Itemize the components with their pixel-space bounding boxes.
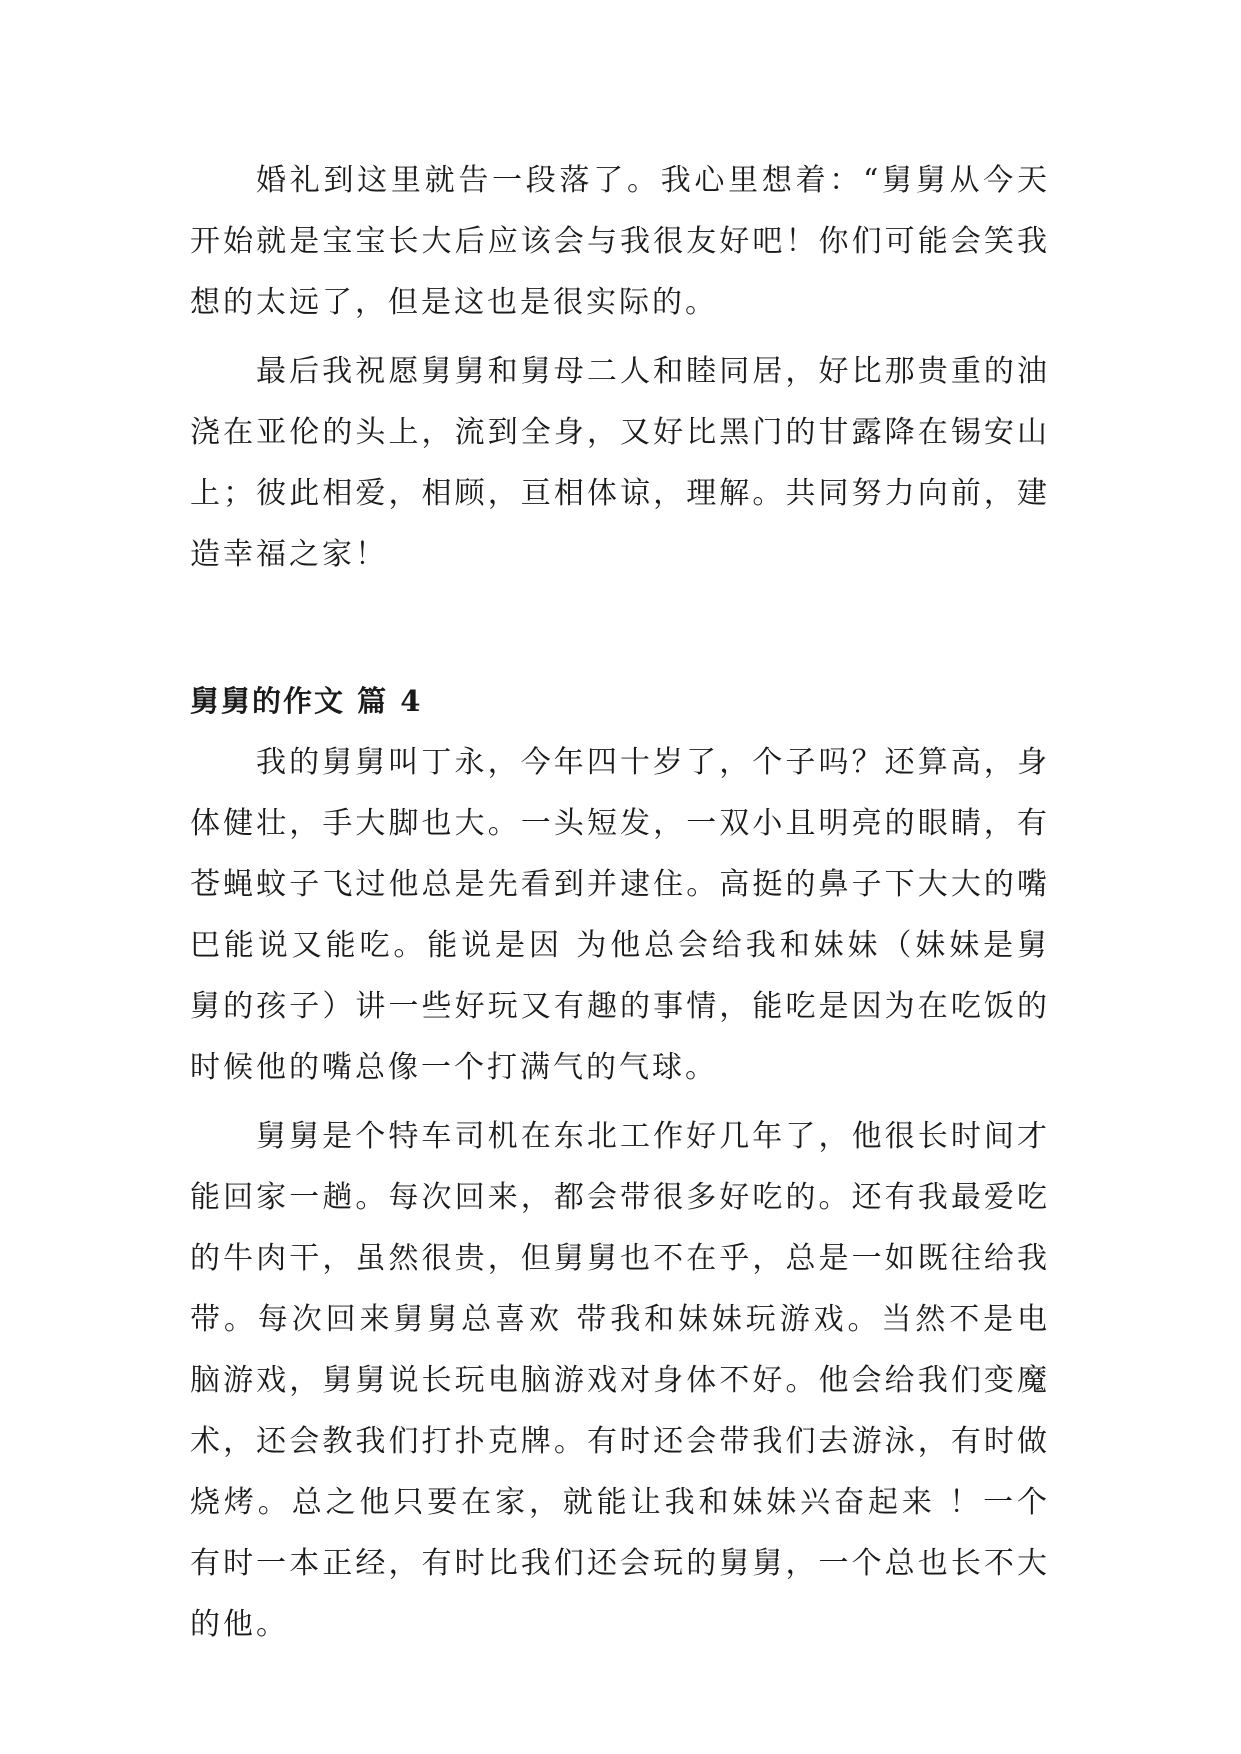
document-page <box>190 150 1050 1655</box>
paragraph-uncle-description: 我的舅舅叫丁永，今年四十岁了，个子吗？还算高，身体健壮，手大脚也大。一头短发，一双小且明亮的眼睛，有苍蝇蚊子飞过他总是先看到并逮住。高挺的鼻子下大大的嘴巴能说又能吃。能说是因 为他总会给我和妹妹（妹妹是舅舅的孩子）讲一些好玩又有趣的事情，能吃是因为在吃饭的时候他的嘴总像一个打满气的气球。 <box>190 745 1050 1085</box>
section-spacer <box>190 585 1050 671</box>
paragraph-wedding-end: 婚礼到这里就告一段落了。我心里想着：“舅舅从今天开始就是宝宝长大后应该会与我很友好吧！你们可能会笑我想的太远了，但是这也是很实际的。 <box>190 163 1050 320</box>
paragraph-blessing: 最后我祝愿舅舅和舅母二人和睦同居，好比那贵重的油浇在亚伦的头上，流到全身，又好比黑门的甘露降在锡安山上；彼此相爱，相顾，亘相体谅，理解。共同努力向前，建造幸福之家！ <box>190 354 1050 572</box>
paragraph-uncle-visits: 舅舅是个特车司机在东北工作好几年了，他很长时间才能回家一趟。每次回来，都会带很多好吃的。还有我最爱吃的牛肉干，虽然很贵，但舅舅也不在乎，总是一如既往给我带。每次回来舅舅总喜欢 带我和妹妹玩游戏。当然不是电脑游戏，舅舅说长玩电脑游戏对身体不好。他会给我们变魔术，还会教我们打扑克牌。有时还会带我们去游泳，有时做烧烤。总之他只要在家，就能让我和妹妹兴奋起来 ！一个有时一本正经，有时比我们还会玩的舅舅，一个总也长不大的他。 <box>190 1119 1050 1642</box>
paragraph-spacer <box>190 1098 1050 1106</box>
section-heading: 舅舅的作文 篇 4 <box>190 684 423 718</box>
paragraph-spacer <box>190 333 1050 341</box>
